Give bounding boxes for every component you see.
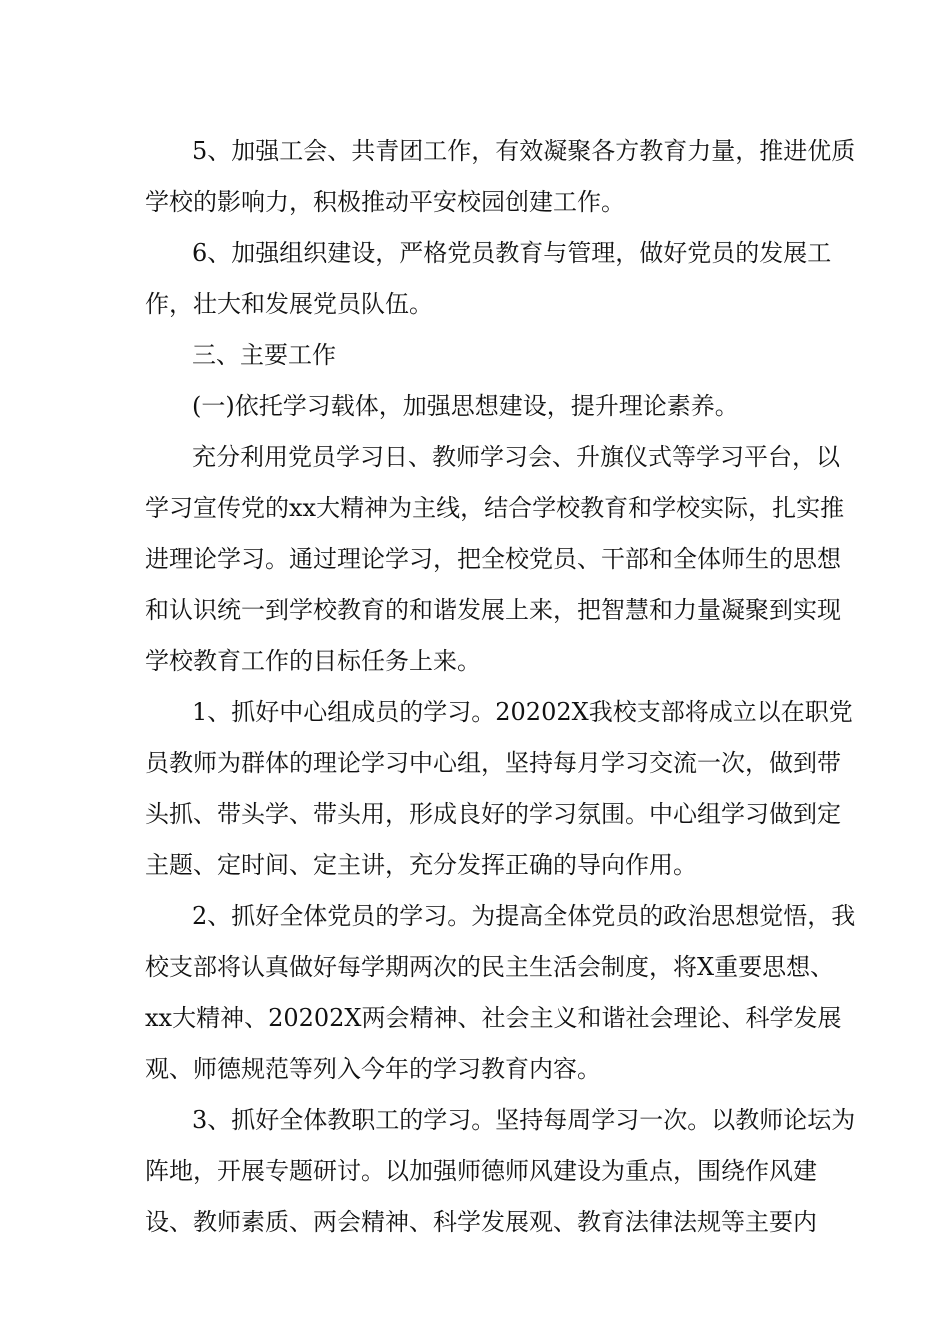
line-text: 2、抓好全体党员的学习。为提高全体党员的政治思想觉悟，我 — [192, 902, 856, 930]
item-2-line-3 — [0, 998, 950, 1038]
paragraph-5-line-1 — [0, 131, 950, 171]
line-text: 3、抓好全体教职工的学习。坚持每周学习一次。以教师论坛为 — [192, 1106, 856, 1134]
line-text: 进理论学习。通过理论学习，把全校党员、干部和全体师生的思想 — [145, 545, 841, 573]
item-2-line-4 — [0, 1049, 950, 1089]
line-text: 校支部将认真做好每学期两次的民主生活会制度，将X重要思想、 — [145, 953, 835, 981]
paragraph-study-line-4 — [0, 590, 950, 630]
line-text: 主题、定时间、定主讲，充分发挥正确的导向作用。 — [145, 851, 697, 879]
line-text: xx大精神、20202X两会精神、社会主义和谐社会理论、科学发展 — [145, 1004, 842, 1032]
heading-text: (一)依托学习载体，加强思想建设，提升理论素养。 — [192, 392, 739, 420]
paragraph-6-line-1 — [0, 233, 950, 273]
paragraph-study-line-5 — [0, 641, 950, 681]
item-2-line-1 — [0, 896, 950, 936]
heading-text: 三、主要工作 — [192, 341, 336, 369]
line-text: 6、加强组织建设，严格党员教育与管理，做好党员的发展工 — [192, 239, 832, 267]
item-1-line-2 — [0, 743, 950, 783]
paragraph-study-line-2 — [0, 488, 950, 528]
subsection-heading-1 — [0, 386, 950, 426]
line-text: 设、教师素质、两会精神、科学发展观、教育法律法规等主要内 — [145, 1208, 817, 1236]
line-text: 充分利用党员学习日、教师学习会、升旗仪式等学习平台，以 — [192, 443, 840, 471]
item-1-line-4 — [0, 845, 950, 885]
line-text: 学校教育工作的目标任务上来。 — [145, 647, 481, 675]
paragraph-6-line-2 — [0, 284, 950, 324]
line-text: 员教师为群体的理论学习中心组，坚持每月学习交流一次，做到带 — [145, 749, 841, 777]
line-text: 学校的影响力，积极推动平安校园创建工作。 — [145, 188, 625, 216]
item-1-line-3 — [0, 794, 950, 834]
paragraph-study-line-1 — [0, 437, 950, 477]
line-text: 作，壮大和发展党员队伍。 — [145, 290, 433, 318]
item-1-line-1 — [0, 692, 950, 732]
line-text: 学习宣传党的xx大精神为主线，结合学校教育和学校实际，扎实推 — [145, 494, 845, 522]
section-heading-main-work — [0, 335, 950, 375]
line-text: 阵地，开展专题研讨。以加强师德师风建设为重点，围绕作风建 — [145, 1157, 817, 1185]
line-text: 5、加强工会、共青团工作，有效凝聚各方教育力量，推进优质 — [192, 137, 856, 165]
item-3-line-1 — [0, 1100, 950, 1140]
item-2-line-2 — [0, 947, 950, 987]
paragraph-study-line-3 — [0, 539, 950, 579]
line-text: 头抓、带头学、带头用，形成良好的学习氛围。中心组学习做到定 — [145, 800, 841, 828]
item-3-line-3 — [0, 1202, 950, 1242]
line-text: 观、师德规范等列入今年的学习教育内容。 — [145, 1055, 601, 1083]
item-3-line-2 — [0, 1151, 950, 1191]
paragraph-5-line-2 — [0, 182, 950, 222]
line-text: 和认识统一到学校教育的和谐发展上来，把智慧和力量凝聚到实现 — [145, 596, 841, 624]
line-text: 1、抓好中心组成员的学习。20202X我校支部将成立以在职党 — [192, 698, 853, 726]
